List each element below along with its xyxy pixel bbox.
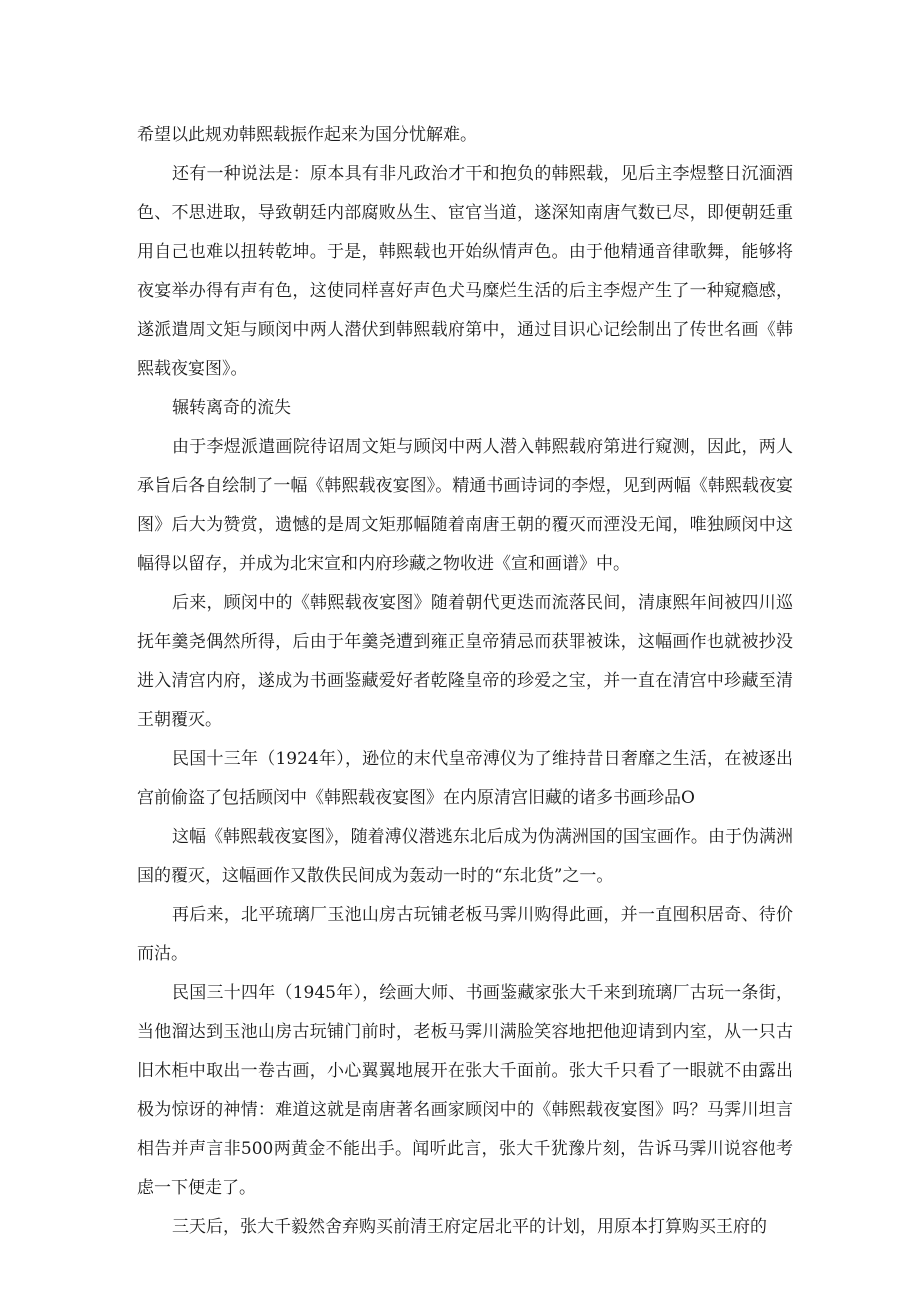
paragraph: 民国三十四年（1945年），绘画大师、书画鉴藏家张大千来到琉璃厂古玩一条街，当他溜达到玉池山房古玩铺门前时，老板马霁川满脸笑容地把他迎请到内室，从一只古旧木柜中取出一卷古画，小心翼翼地展开在张大千面前。张大千只看了一眼就不由露出极为惊讶的神情：难道这就是南唐著名画家顾闵中的《韩熙载夜宴图》吗？马霁川坦言相告并声言非500两黄金不能出手。闻听此言，张大千犹豫片刻，告诉马霁川说容他考虑一下便走了。 [137, 983, 793, 1198]
document-page [137, 116, 793, 1247]
paragraph: 这幅《韩熙载夜宴图》，随着溥仪潜逃东北后成为伪满洲国的国宝画作。由于伪满洲国的覆灭，这幅画作又散佚民间成为轰动一时的“东北货”之一。 [137, 827, 793, 886]
paragraph: 民国十三年（1924年），逊位的末代皇帝溥仪为了维持昔日奢靡之生活，在被逐出宫前偷盗了包括顾闵中《韩熙载夜宴图》在内原清宫旧藏的诸多书画珍品O [137, 749, 793, 808]
paragraph: 三天后，张大千毅然舍弃购买前清王府定居北平的计划，用原本打算购买王府的 [172, 1217, 767, 1237]
paragraph: 希望以此规劝韩熙载振作起来为国分忧解难。 [137, 125, 477, 145]
section-heading: 辗转离奇的流失 [172, 398, 291, 418]
paragraph: 还有一种说法是：原本具有非凡政治才干和抱负的韩熙载，见后主李煜整日沉湎酒色、不思进取，导致朝廷内部腐败丛生、宦官当道，遂深知南唐气数已尽，即便朝廷重用自己也难以扭转乾坤。于是，韩熙载也开始纵情声色。由于他精通音律歌舞，能够将夜宴举办得有声有色，这使同样喜好声色犬马糜烂生活的后主李煜产生了一种窥瘾感，遂派遣周文矩与顾闵中两人潜伏到韩熙载府第中，通过目识心记绘制出了传世名画《韩熙载夜宴图》。 [137, 164, 793, 379]
paragraph: 再后来，北平琉璃厂玉池山房古玩铺老板马霁川购得此画，并一直囤积居奇、待价而沽。 [137, 905, 793, 964]
paragraph: 后来，顾闵中的《韩熙载夜宴图》随着朝代更迭而流落民间，清康熙年间被四川巡抚年羹尧偶然所得，后由于年羹尧遭到雍正皇帝猜忌而获罪被诛，这幅画作也就被抄没进入清宫内府，遂成为书画鉴藏爱好者乾隆皇帝的珍爱之宝，并一直在清宫中珍藏至清王朝覆灭。 [137, 593, 793, 730]
paragraph: 由于李煜派遣画院待诏周文矩与顾闵中两人潜入韩熙载府第进行窥测，因此，两人承旨后各自绘制了一幅《韩熙载夜宴图》。精通书画诗词的李煜，见到两幅《韩熙载夜宴图》后大为赞赏，遗憾的是周文矩那幅随着南唐王朝的覆灭而湮没无闻，唯独顾闵中这幅得以留存，并成为北宋宣和内府珍藏之物收进《宣和画谱》中。 [137, 437, 793, 574]
